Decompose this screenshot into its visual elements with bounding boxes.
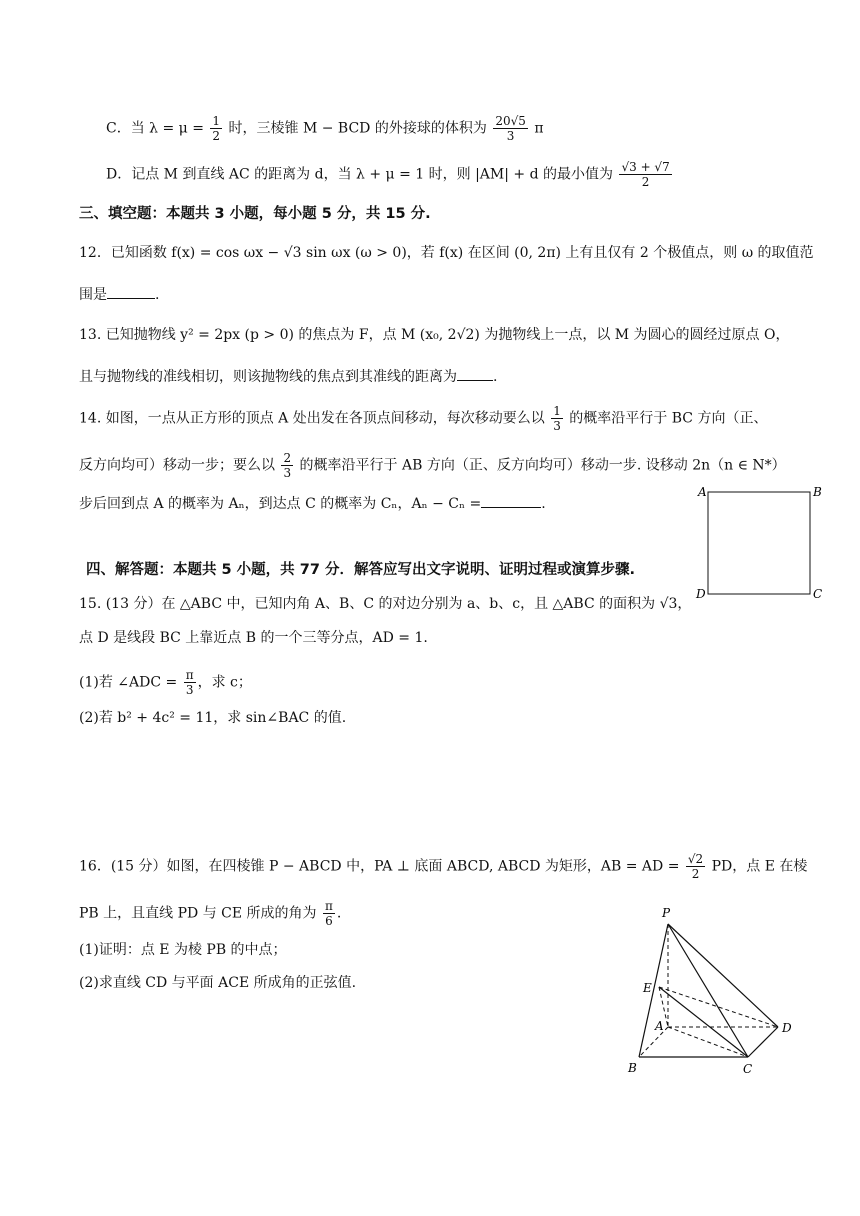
fraction-denominator: 6 <box>325 914 333 928</box>
fraction-numerator: 1 <box>212 114 221 128</box>
q12-text: . <box>155 287 160 303</box>
square-figure <box>696 484 836 604</box>
answer-blank[interactable] <box>107 284 155 299</box>
fraction-denominator: 2 <box>641 175 650 189</box>
vertex-label-c: C <box>813 587 823 601</box>
q14-text: . <box>541 496 546 512</box>
q14-line1 <box>79 404 767 433</box>
section-3-heading: 三、填空题：本题共 3 小题，每小题 5 分，共 15 分. <box>79 206 431 222</box>
q15-part1 <box>79 668 252 697</box>
fraction <box>493 114 528 143</box>
q14-text: 反方向均可）移动一步；要么以 <box>79 457 280 474</box>
fraction-numerator: π <box>325 899 333 913</box>
q16-part1: (1)证明：点 E 为棱 PB 的中点； <box>79 942 287 958</box>
q16-line2 <box>79 899 341 928</box>
q16-line1 <box>79 852 807 881</box>
fraction-numerator: 1 <box>553 404 561 418</box>
fraction-numerator: 2 <box>283 451 292 465</box>
q16-text: . <box>336 905 342 922</box>
vertex-label-b: B <box>813 485 822 499</box>
option-c-text: 时，三棱锥 M − BCD 的外接球的体积为 <box>224 120 492 137</box>
vertex-label-d: D <box>696 587 706 601</box>
vertex-label-a: A <box>698 485 707 499</box>
q15-line2: 点 D 是线段 BC 上靠近点 B 的一个三等分点，AD = 1. <box>79 630 428 646</box>
section-4-heading: 四、解答题：本题共 5 小题，共 77 分．解答应写出文字说明、证明过程或演算步骤. <box>86 562 635 578</box>
fraction-numerator: √3 + √7 <box>621 160 670 174</box>
q12-line2 <box>79 284 159 305</box>
q14-text: 的概率沿平行于 BC 方向（正、 <box>564 410 768 427</box>
fraction <box>184 668 196 697</box>
q15-text: (1)若 ∠ADC = <box>79 674 182 691</box>
vertex-label-a: A <box>655 1019 664 1033</box>
q13-line1: 13. 已知抛物线 y² = 2px (p > 0) 的焦点为 F，点 M (x₀, 2√2) 为抛物线上一点，以 M 为圆心的圆经过原点 O， <box>79 327 790 343</box>
fraction <box>551 404 563 433</box>
fraction-denominator: 3 <box>506 129 515 143</box>
fraction-numerator: 20√5 <box>495 114 526 128</box>
option-c <box>106 114 544 143</box>
q16-text: PD，点 E 在棱 <box>707 858 808 875</box>
pyramid-figure <box>626 902 816 1078</box>
vertex-label-b: B <box>628 1061 637 1075</box>
fraction-denominator: 3 <box>283 466 292 480</box>
q13-text: . <box>493 369 498 385</box>
vertex-label-c: C <box>743 1062 753 1076</box>
q13-line2 <box>79 366 497 387</box>
q14-text: 步后回到点 A 的概率为 Aₙ，到达点 C 的概率为 Cₙ，Aₙ − Cₙ = <box>79 496 482 512</box>
fraction-numerator: √2 <box>687 852 704 866</box>
q15-line1: 15. (13 分）在 △ABC 中，已知内角 A、B、C 的对边分别为 a、b、c，且 △ABC 的面积为 √3， <box>79 596 692 612</box>
option-d-text: D．记点 M 到直线 AC 的距离为 d，当 λ + μ = 1 时，则 |AM| + d 的最小值为 <box>106 166 618 183</box>
fraction <box>619 160 671 189</box>
fraction <box>323 899 335 928</box>
q16-text: PB 上，且直线 PD 与 CE 所成的角为 <box>79 905 321 922</box>
fraction <box>686 852 705 881</box>
q16-part2: (2)求直线 CD 与平面 ACE 所成角的正弦值. <box>79 975 357 991</box>
fraction <box>210 114 222 143</box>
q13-text: 且与抛物线的准线相切，则该抛物线的焦点到其准线的距离为 <box>79 369 457 385</box>
q12-line1: 12．已知函数 f(x) = cos ωx − √3 sin ωx (ω > 0)，若 f(x) 在区间 (0, 2π) 上有且仅有 2 个极值点，则 ω 的取值范 <box>79 245 814 261</box>
fraction-denominator: 3 <box>553 419 561 433</box>
answer-blank[interactable] <box>457 366 493 381</box>
fraction-numerator: π <box>185 668 194 682</box>
vertex-label-p: P <box>662 906 671 920</box>
q14-text: 的概率沿平行于 AB 方向（正、反方向均可）移动一步. 设移动 2n（n ∈ N*） <box>295 457 786 474</box>
fraction <box>281 451 293 480</box>
q16-text: 16．(15 分）如图，在四棱锥 P − ABCD 中，PA ⊥ 底面 ABCD, ABCD 为矩形，AB = AD = <box>79 858 684 875</box>
fraction-denominator: 3 <box>185 683 194 697</box>
fraction-denominator: 2 <box>212 129 221 143</box>
vertex-label-d: D <box>782 1021 792 1035</box>
answer-blank[interactable] <box>481 493 541 508</box>
option-d <box>106 160 674 189</box>
q14-text: 14. 如图，一点从正方形的顶点 A 处出发在各顶点间移动，每次移动要么以 <box>79 410 550 427</box>
q14-line2 <box>79 451 786 480</box>
option-c-text: C．当 λ = μ = <box>106 120 209 137</box>
fraction-denominator: 2 <box>691 867 700 881</box>
option-c-text: π <box>529 120 544 137</box>
q14-line3 <box>79 493 546 514</box>
q15-text: ，求 c； <box>197 674 252 691</box>
q15-part2: (2)若 b² + 4c² = 11，求 sin∠BAC 的值. <box>79 710 347 726</box>
vertex-label-e: E <box>643 981 652 995</box>
square-outline <box>708 492 810 594</box>
q12-text: 围是 <box>79 287 107 303</box>
